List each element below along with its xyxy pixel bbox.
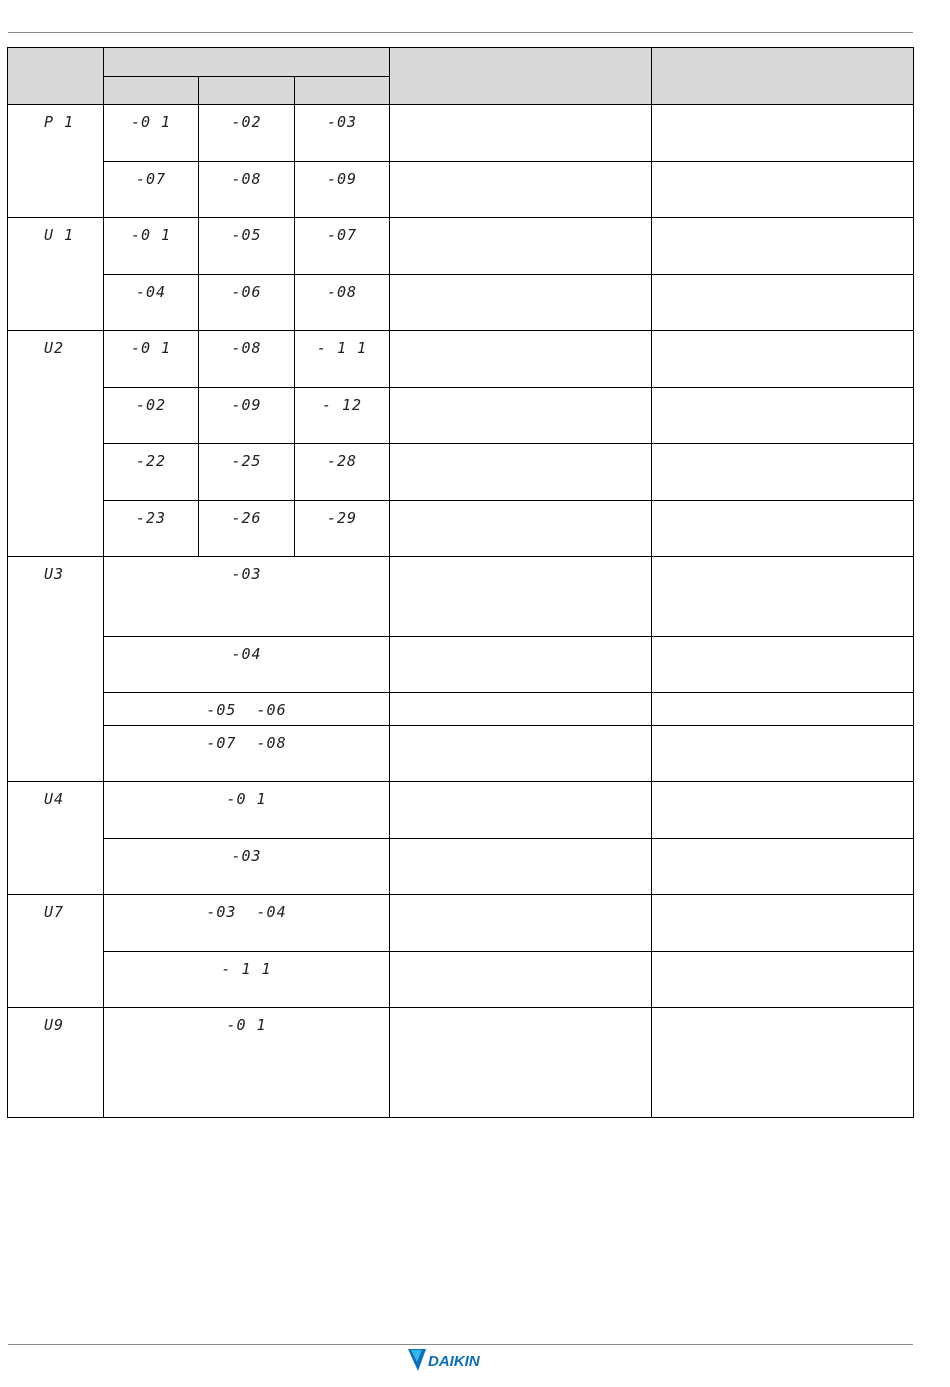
daikin-logo — [408, 1349, 513, 1371]
solution-cell — [652, 1008, 914, 1118]
main-code: U4 — [8, 782, 104, 895]
sub-code: -0 1 — [104, 105, 199, 162]
sub-code: -0 1 — [104, 1008, 390, 1118]
description-cell — [390, 444, 652, 501]
solution-cell — [652, 726, 914, 782]
solution-cell — [652, 218, 914, 275]
solution-cell — [652, 388, 914, 444]
sub-code: -29 — [295, 501, 390, 557]
sub-code: - 1 1 — [104, 952, 390, 1008]
main-code: U9 — [8, 1008, 104, 1118]
description-cell — [390, 895, 652, 952]
error-code-table — [7, 47, 914, 1118]
table-row — [8, 1008, 914, 1118]
table-row — [8, 444, 914, 501]
table-row — [8, 637, 914, 693]
sub-code: -02 — [104, 388, 199, 444]
sub-code: -0 1 — [104, 218, 199, 275]
solution-cell — [652, 501, 914, 557]
table-row — [8, 331, 914, 388]
description-cell — [390, 557, 652, 637]
header-main-code — [8, 48, 104, 105]
sub-code: - 1 1 — [295, 331, 390, 388]
table-body — [8, 105, 914, 1118]
table-row — [8, 105, 914, 162]
sub-code: -09 — [199, 388, 295, 444]
sub-code: -05 -06 — [104, 693, 390, 726]
table-row — [8, 693, 914, 726]
daikin-logo-text: DAIKIN — [428, 1353, 480, 1370]
sub-code: -26 — [199, 501, 295, 557]
sub-code: -08 — [199, 331, 295, 388]
solution-cell — [652, 105, 914, 162]
main-code: U 1 — [8, 218, 104, 331]
description-cell — [390, 218, 652, 275]
sub-code: -03 — [104, 839, 390, 895]
table-row — [8, 726, 914, 782]
header-description — [390, 48, 652, 105]
sub-code: -22 — [104, 444, 199, 501]
solution-cell — [652, 331, 914, 388]
sub-code: -23 — [104, 501, 199, 557]
top-rule — [8, 32, 913, 33]
sub-code: -05 — [199, 218, 295, 275]
description-cell — [390, 1008, 652, 1118]
description-cell — [390, 726, 652, 782]
solution-cell — [652, 444, 914, 501]
solution-cell — [652, 782, 914, 839]
sub-code: -09 — [295, 162, 390, 218]
solution-cell — [652, 557, 914, 637]
header-sub-col-3 — [295, 77, 390, 105]
solution-cell — [652, 637, 914, 693]
sub-code: -08 — [295, 275, 390, 331]
header-sub-col-2 — [199, 77, 295, 105]
main-code: U7 — [8, 895, 104, 1008]
table-header — [8, 48, 914, 105]
bottom-rule — [8, 1344, 913, 1345]
sub-code: -06 — [199, 275, 295, 331]
sub-code: - 12 — [295, 388, 390, 444]
main-code: P 1 — [8, 105, 104, 218]
header-solution — [652, 48, 914, 105]
table-row — [8, 952, 914, 1008]
solution-cell — [652, 162, 914, 218]
main-code: U2 — [8, 331, 104, 557]
header-sub-col-1 — [104, 77, 199, 105]
sub-code: -08 — [199, 162, 295, 218]
sub-code: -02 — [199, 105, 295, 162]
sub-code: -07 -08 — [104, 726, 390, 782]
sub-code: -03 — [295, 105, 390, 162]
solution-cell — [652, 275, 914, 331]
main-code: U3 — [8, 557, 104, 782]
solution-cell — [652, 895, 914, 952]
header-sub-code — [104, 48, 390, 77]
description-cell — [390, 275, 652, 331]
description-cell — [390, 782, 652, 839]
sub-code: -03 -04 — [104, 895, 390, 952]
description-cell — [390, 693, 652, 726]
table-row — [8, 388, 914, 444]
table-row — [8, 275, 914, 331]
sub-code: -07 — [104, 162, 199, 218]
sub-code: -0 1 — [104, 331, 199, 388]
sub-code: -0 1 — [104, 782, 390, 839]
table-row — [8, 501, 914, 557]
table-row — [8, 839, 914, 895]
sub-code: -28 — [295, 444, 390, 501]
table-row — [8, 557, 914, 637]
description-cell — [390, 331, 652, 388]
table-row — [8, 782, 914, 839]
sub-code: -25 — [199, 444, 295, 501]
sub-code: -03 — [104, 557, 390, 637]
sub-code: -07 — [295, 218, 390, 275]
description-cell — [390, 105, 652, 162]
description-cell — [390, 952, 652, 1008]
sub-code: -04 — [104, 275, 199, 331]
solution-cell — [652, 952, 914, 1008]
sub-code: -04 — [104, 637, 390, 693]
table-row — [8, 218, 914, 275]
description-cell — [390, 388, 652, 444]
table-row — [8, 162, 914, 218]
solution-cell — [652, 693, 914, 726]
description-cell — [390, 637, 652, 693]
description-cell — [390, 839, 652, 895]
table-row — [8, 895, 914, 952]
description-cell — [390, 501, 652, 557]
description-cell — [390, 162, 652, 218]
solution-cell — [652, 839, 914, 895]
